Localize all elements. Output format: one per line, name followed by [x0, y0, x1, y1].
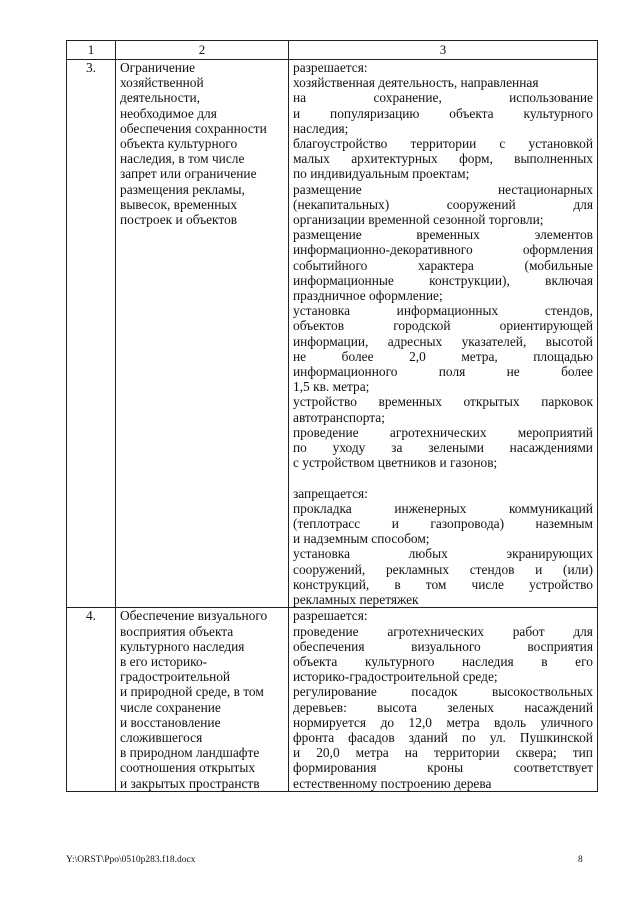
description-line: необходимое для: [120, 105, 217, 121]
description-line: запрет или ограничение: [120, 166, 257, 182]
requirement-line: объекта культурного наследия в его: [293, 653, 593, 669]
requirement-line: информации, адресных указателей, высотой: [293, 333, 593, 349]
requirement-line: разрешается:: [293, 608, 368, 624]
description-line: объекта культурного: [120, 136, 238, 152]
header-col-3: 3: [289, 41, 598, 60]
requirement-line: информационные конструкции), включая: [293, 272, 593, 288]
description-line: размещения рекламы,: [120, 181, 245, 197]
requirement-line: 1,5 кв. метра;: [293, 379, 370, 395]
requirement-line: запрещается:: [293, 485, 368, 501]
requirement-line: хозяйственная деятельность, направленная: [293, 75, 539, 91]
requirement-line: обеспечения визуального восприятия: [293, 638, 593, 654]
blank-line: [293, 470, 593, 485]
requirement-line: установка информационных стендов,: [293, 303, 593, 319]
requirement-line: автотранспорта;: [293, 409, 385, 425]
description-line: Обеспечение визуального: [120, 608, 268, 624]
requirement-line: по индивидуальным проектам;: [293, 166, 470, 182]
requirement-line: размещение временных элементов: [293, 227, 593, 243]
requirement-line: естественному построению дерева: [293, 775, 492, 791]
requirement-line: нормируется до 12,0 метра вдоль уличного: [293, 714, 593, 730]
description-line: числе сохранение: [120, 699, 221, 715]
description-line: восприятия объекта: [120, 623, 234, 639]
requirement-line: малых архитектурных форм, выполненных: [293, 151, 593, 167]
table-row: [67, 60, 598, 608]
requirement-line: проведение агротехнических работ для: [293, 623, 593, 639]
description-line: соотношения открытых: [120, 760, 256, 776]
table-header-row: [67, 41, 598, 60]
requirement-line: проведение агротехнических мероприятий: [293, 424, 593, 440]
description-line: градостроительной: [120, 669, 231, 685]
requirement-line: установка любых экранирующих: [293, 546, 593, 562]
requirement-line: праздничное оформление;: [293, 288, 443, 304]
description-line: Ограничение: [120, 60, 196, 75]
requirement-line: устройство временных открытых парковок: [293, 394, 593, 410]
requirement-line: наследия;: [293, 120, 349, 136]
description-line: и природной среде, в том: [120, 684, 264, 700]
requirement-line: формирования кроны соответствует: [293, 760, 593, 776]
requirement-line: с устройством цветников и газонов;: [293, 455, 498, 471]
requirement-line: организации временной сезонной торговли;: [293, 212, 544, 228]
description-line: построек и объектов: [120, 212, 238, 228]
requirement-line: объектов городской ориентирующей: [293, 318, 593, 334]
row-number: 4.: [67, 608, 116, 791]
footer-page-number: 8: [578, 855, 583, 865]
description-line: обеспечения сохранности: [120, 120, 267, 136]
requirement-line: рекламных перетяжек: [293, 592, 419, 608]
requirement-line: и популяризацию объекта культурного: [293, 105, 593, 121]
table-row: [67, 608, 598, 791]
row-description: [116, 60, 289, 608]
description-line: в природном ландшафте: [120, 745, 260, 761]
description-line: деятельности,: [120, 90, 201, 106]
requirement-line: на сохранение, использование: [293, 90, 593, 106]
requirement-line: прокладка инженерных коммуникаций: [293, 500, 593, 516]
requirement-line: информационного поля не более: [293, 364, 593, 380]
requirement-line: событийного характера (мобильные: [293, 257, 593, 273]
requirement-line: (некапитальных) сооружений для: [293, 196, 593, 212]
description-line: вывесок, временных: [120, 196, 238, 212]
description-line: в его историко-: [120, 653, 208, 669]
description-line: и закрытых пространств: [120, 775, 260, 791]
requirement-line: конструкций, в том числе устройство: [293, 576, 593, 592]
requirement-line: и надземным способом;: [293, 531, 430, 547]
description-line: культурного наследия: [120, 638, 245, 654]
requirement-line: сооружений, рекламных стендов и (или): [293, 561, 593, 577]
row-requirements: [289, 60, 598, 608]
requirement-line: по уходу за зелеными насаждениями: [293, 440, 593, 456]
requirement-line: фронта фасадов зданий по ул. Пушкинской: [293, 729, 593, 745]
requirement-line: не более 2,0 метра, площадью: [293, 348, 593, 364]
row-number: 3.: [67, 60, 116, 608]
requirement-line: разрешается:: [293, 60, 368, 75]
requirement-line: деревьев: высота зеленых насаждений: [293, 699, 593, 715]
regulations-table: [66, 40, 598, 792]
requirement-line: размещение нестационарных: [293, 181, 593, 197]
description-line: наследия, в том числе: [120, 151, 245, 167]
header-col-1: 1: [67, 41, 116, 60]
requirement-line: историко-градостроительной среде;: [293, 669, 498, 685]
row-description: [116, 608, 289, 791]
header-col-2: 2: [116, 41, 289, 60]
description-line: и восстановление: [120, 714, 221, 730]
footer-file-path: Y:\ORST\Ppo\0510p283.f18.docx: [66, 855, 196, 865]
row-requirements: [289, 608, 598, 791]
requirement-line: и 20,0 метра на территории сквера; тип: [293, 745, 593, 761]
requirement-line: регулирование посадок высокоствольных: [293, 684, 593, 700]
description-line: сложившегося: [120, 729, 203, 745]
requirement-line: (теплотрасс и газопровода) наземным: [293, 516, 593, 532]
description-line: хозяйственной: [120, 75, 204, 91]
requirement-line: благоустройство территории с установкой: [293, 136, 593, 152]
requirement-line: информационно-декоративного оформления: [293, 242, 593, 258]
